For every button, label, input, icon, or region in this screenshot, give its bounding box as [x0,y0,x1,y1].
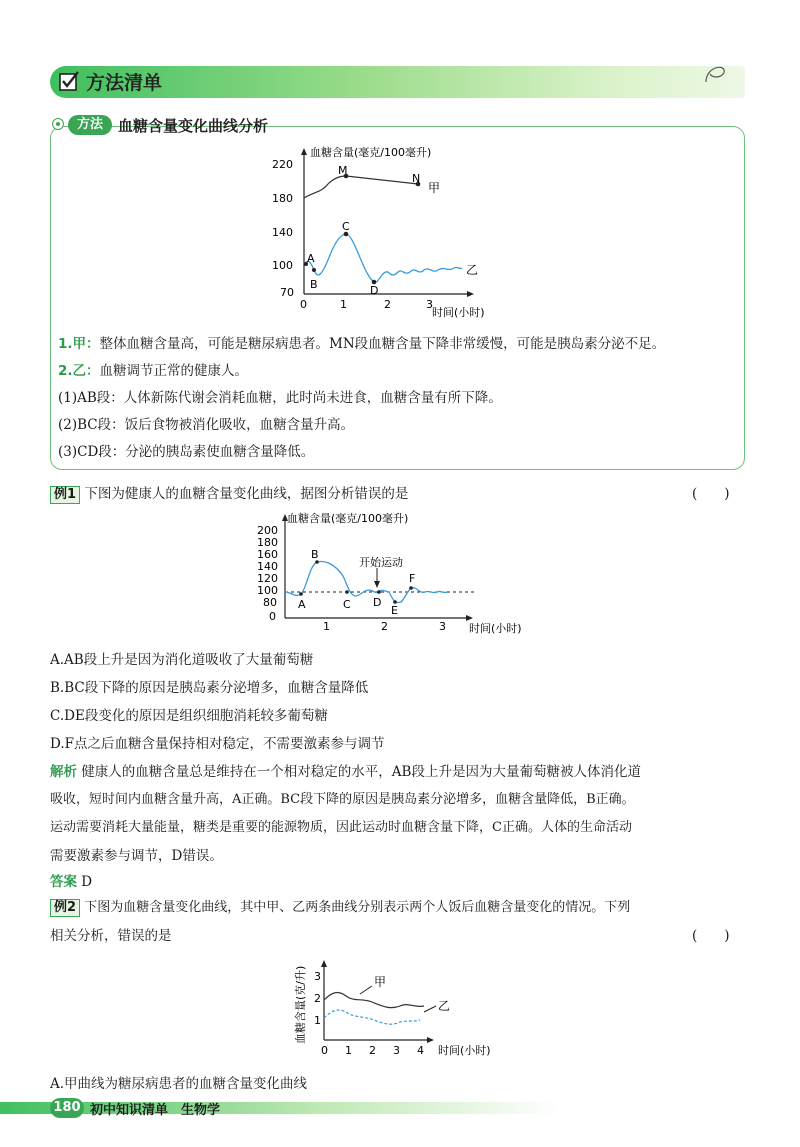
svg-text:A: A [298,598,306,611]
method-chart-xlabel: 时间(小时) [432,306,485,319]
svg-text:1: 1 [345,1044,352,1057]
label-A: A [307,252,315,265]
y-tick: 220 [272,158,293,171]
point-B [312,268,316,272]
y-tick: 100 [272,259,293,272]
analysis-line-1: 解析 健康人的血糖含量总是维持在一个相对稳定的水平，AB段上升是因为大量葡萄糖被人体消化道 [50,764,641,780]
label-C: C [342,220,350,233]
svg-text:D: D [373,596,382,609]
example2-label: 例2 [50,899,80,917]
method-line-1: 1.甲：整体血糖含量高，可能是糖尿病患者。MN段血糖含量下降非常缓慢，可能是胰岛素分泌不足。 [58,336,666,352]
page-number: 180 [50,1098,84,1118]
label-D: D [370,284,379,297]
curve-jia-2 [324,993,424,1008]
svg-text:C: C [343,598,351,611]
svg-text:100: 100 [257,584,278,597]
method-tag: 方法 [68,115,112,135]
svg-text:120: 120 [257,572,278,585]
footer-text: 初中知识清单 生物学 [90,1103,221,1118]
svg-text:血糖含量(毫克/100毫升): 血糖含量(毫克/100毫升) [287,512,409,525]
svg-text:2: 2 [369,1044,376,1057]
method-chart-ylabel: 血糖含量(毫克/100毫升) [310,146,432,159]
example2-paren: ( ) [692,928,730,944]
example2-question-line2: 相关分析，错误的是 [50,928,172,944]
svg-text:200: 200 [257,524,278,537]
example1-question-row [50,482,408,504]
svg-text:1: 1 [314,1014,321,1027]
example2-chart [290,950,520,1066]
option-A: A.AB段上升是因为消化道吸收了大量葡萄糖 [50,652,314,668]
leaf-icon [700,58,730,88]
svg-text:时间(小时): 时间(小时) [438,1044,491,1057]
method-title: 血糖含量变化曲线分析 [118,117,269,135]
analysis-line-4: 需要激素参与调节，D错误。 [50,848,223,864]
y-tick: 180 [272,192,293,205]
method-chart [270,142,510,322]
y-tick: 140 [272,226,293,239]
svg-text:140: 140 [257,560,278,573]
x-tick: 3 [426,298,433,311]
answer-value: D [81,874,93,890]
label-B: B [310,278,318,291]
example2-option-A: A.甲曲线为糖尿病患者的血糖含量变化曲线 [50,1076,308,1092]
svg-text:2: 2 [381,620,388,633]
x-tick: 0 [300,298,307,311]
svg-text:180: 180 [257,536,278,549]
curve-yi [304,234,462,282]
analysis-label: 解析 [50,764,77,780]
method-line-5: (3)CD段：分泌的胰岛素使血糖含量降低。 [58,444,315,460]
analysis-line-3: 运动需要消耗大量能量，糖类是重要的能源物质，因此运动时血糖含量下降，C正确。人体的生命活动 [50,820,632,835]
svg-text:F: F [409,572,416,585]
svg-text:时间(小时): 时间(小时) [469,622,522,635]
method-line-4: (2)BC段：饭后食物被消化吸收，血糖含量升高。 [58,417,355,433]
svg-text:4: 4 [417,1044,424,1057]
label-yi: 乙 [466,263,479,277]
svg-text:0: 0 [321,1044,328,1057]
answer-row [50,870,92,890]
svg-text:0: 0 [269,610,276,623]
label-N: N [412,172,421,185]
option-D: D.F点之后血糖含量保持相对稳定，不需要激素参与调节 [50,736,385,752]
curve-yi-2 [324,1010,420,1024]
label-jia: 甲 [428,181,441,195]
example1-label: 例1 [50,486,80,504]
svg-text:血糖含量(克/升): 血糖含量(克/升) [294,965,307,1044]
svg-text:开始运动: 开始运动 [359,556,403,569]
x-tick: 2 [384,298,391,311]
y-tick: 70 [280,286,294,299]
example2-question-row: 例2 下图为血糖含量变化曲线，其中甲、乙两条曲线分别表示两个人饭后血糖含量变化的情况。下列 [50,896,630,917]
answer-label: 答案 [50,874,77,890]
example1-chart [255,508,545,640]
example1-question: 下图为健康人的血糖含量变化曲线，据图分析错误的是 [84,486,409,502]
section-title: 方法清单 [86,72,163,94]
analysis-line-2: 吸收，短时间内血糖含量升高，A正确。BC段下降的原因是胰岛素分泌增多，血糖含量降低，B正确。 [50,792,635,807]
svg-text:甲: 甲 [374,975,387,989]
svg-text:E: E [391,604,398,617]
svg-text:3: 3 [314,970,321,983]
example1-paren: ( ) [692,486,730,502]
svg-text:3: 3 [439,620,446,633]
curve-jia [304,176,418,198]
svg-text:3: 3 [393,1044,400,1057]
svg-text:160: 160 [257,548,278,561]
svg-text:80: 80 [263,596,277,609]
checkbox-icon [58,70,80,92]
method-line-3: (1)AB段：人体新陈代谢会消耗血糖，此时尚未进食，血糖含量有所下降。 [58,390,502,406]
option-B: B.BC段下降的原因是胰岛素分泌增多，血糖含量降低 [50,680,369,696]
svg-text:2: 2 [314,992,321,1005]
svg-text:1: 1 [323,620,330,633]
label-M: M [338,164,348,177]
svg-text:B: B [311,548,319,561]
method-line-2: 2.乙：血糖调节正常的健康人。 [58,363,249,379]
bullet-icon [52,118,64,130]
x-tick: 1 [340,298,347,311]
svg-text:乙: 乙 [438,999,451,1013]
option-C: C.DE段变化的原因是组织细胞消耗较多葡萄糖 [50,708,328,724]
